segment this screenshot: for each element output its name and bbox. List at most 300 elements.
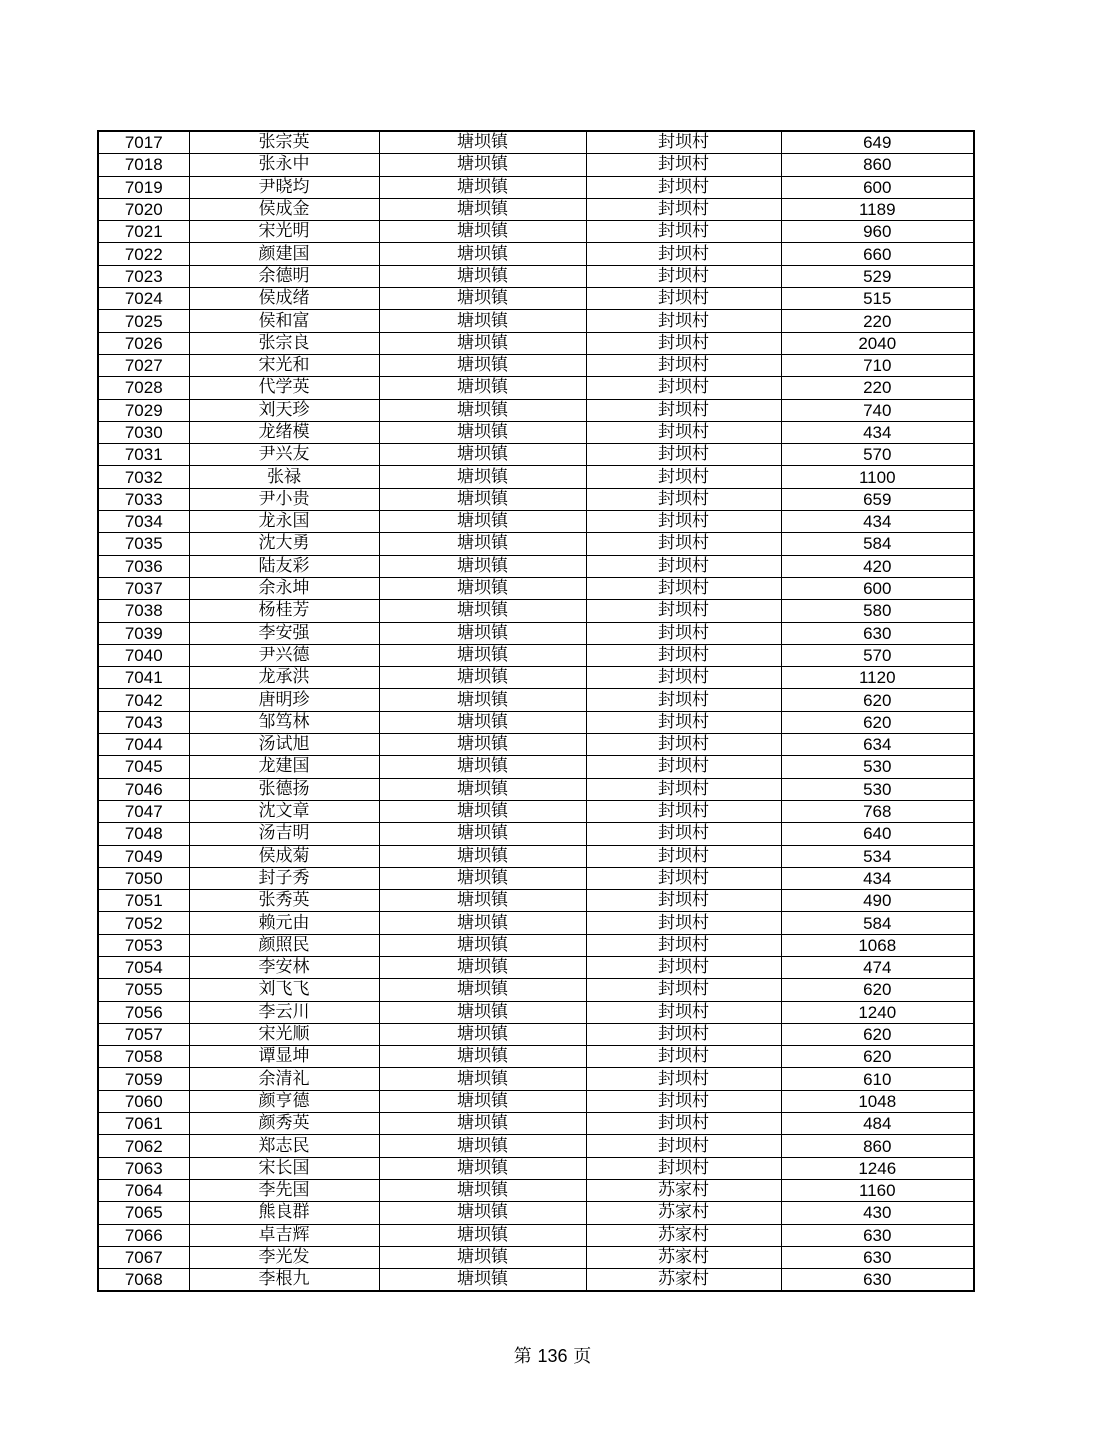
amount-cell: 600 [781,176,974,198]
table-row [98,1135,974,1157]
table-row [98,644,974,666]
table-row [98,198,974,220]
amount-cell: 220 [781,377,974,399]
row-number-cell: 7052 [98,912,189,934]
village-cell: 封坝村 [586,176,781,198]
person-name-cell: 沈大勇 [189,533,379,555]
amount-cell: 860 [781,154,974,176]
person-name-cell: 宋长国 [189,1157,379,1179]
row-number-cell: 7061 [98,1113,189,1135]
village-cell: 封坝村 [586,444,781,466]
amount-cell: 630 [781,1269,974,1292]
amount-cell: 1100 [781,466,974,488]
amount-cell: 660 [781,243,974,265]
table-row [98,444,974,466]
town-cell: 塘坝镇 [379,845,586,867]
person-name-cell: 龙永国 [189,511,379,533]
person-name-cell: 宋光顺 [189,1023,379,1045]
amount-cell: 2040 [781,332,974,354]
town-cell: 塘坝镇 [379,1202,586,1224]
row-number-cell: 7037 [98,577,189,599]
amount-cell: 630 [781,1224,974,1246]
village-cell: 封坝村 [586,1135,781,1157]
table-row [98,1090,974,1112]
table-row [98,466,974,488]
town-cell: 塘坝镇 [379,622,586,644]
person-name-cell: 沈文章 [189,800,379,822]
row-number-cell: 7062 [98,1135,189,1157]
table-row [98,577,974,599]
row-number-cell: 7026 [98,332,189,354]
row-number-cell: 7051 [98,890,189,912]
row-number-cell: 7054 [98,956,189,978]
row-number-cell: 7038 [98,600,189,622]
town-cell: 塘坝镇 [379,912,586,934]
person-name-cell: 余德明 [189,265,379,287]
amount-cell: 515 [781,288,974,310]
person-name-cell: 颜照民 [189,934,379,956]
amount-cell: 474 [781,956,974,978]
village-cell: 苏家村 [586,1269,781,1292]
amount-cell: 434 [781,421,974,443]
row-number-cell: 7018 [98,154,189,176]
table-row [98,131,974,154]
row-number-cell: 7021 [98,221,189,243]
village-cell: 苏家村 [586,1179,781,1201]
table-row [98,1046,974,1068]
village-cell: 封坝村 [586,198,781,220]
amount-cell: 580 [781,600,974,622]
person-name-cell: 张永中 [189,154,379,176]
table-row [98,1068,974,1090]
town-cell: 塘坝镇 [379,1068,586,1090]
town-cell: 塘坝镇 [379,354,586,376]
village-cell: 封坝村 [586,689,781,711]
village-cell: 封坝村 [586,622,781,644]
town-cell: 塘坝镇 [379,667,586,689]
village-cell: 封坝村 [586,734,781,756]
village-cell: 封坝村 [586,1001,781,1023]
village-cell: 封坝村 [586,644,781,666]
row-number-cell: 7044 [98,734,189,756]
town-cell: 塘坝镇 [379,956,586,978]
village-cell: 封坝村 [586,288,781,310]
table-row [98,555,974,577]
village-cell: 封坝村 [586,488,781,510]
amount-cell: 740 [781,399,974,421]
person-name-cell: 熊良群 [189,1202,379,1224]
person-name-cell: 张秀英 [189,890,379,912]
person-name-cell: 李根九 [189,1269,379,1292]
row-number-cell: 7020 [98,198,189,220]
row-number-cell: 7023 [98,265,189,287]
row-number-cell: 7059 [98,1068,189,1090]
row-number-cell: 7063 [98,1157,189,1179]
town-cell: 塘坝镇 [379,1269,586,1292]
person-name-cell: 代学英 [189,377,379,399]
town-cell: 塘坝镇 [379,1157,586,1179]
table-row [98,154,974,176]
village-cell: 封坝村 [586,890,781,912]
town-cell: 塘坝镇 [379,310,586,332]
town-cell: 塘坝镇 [379,778,586,800]
village-cell: 封坝村 [586,778,781,800]
amount-cell: 630 [781,1246,974,1268]
page-footer [0,1342,1105,1368]
village-cell: 封坝村 [586,221,781,243]
row-number-cell: 7048 [98,823,189,845]
table-row [98,377,974,399]
person-name-cell: 侯和富 [189,310,379,332]
row-number-cell: 7068 [98,1269,189,1292]
town-cell: 塘坝镇 [379,756,586,778]
village-cell: 封坝村 [586,131,781,154]
town-cell: 塘坝镇 [379,511,586,533]
person-name-cell: 龙建国 [189,756,379,778]
row-number-cell: 7058 [98,1046,189,1068]
row-number-cell: 7056 [98,1001,189,1023]
row-number-cell: 7050 [98,867,189,889]
village-cell: 苏家村 [586,1202,781,1224]
person-name-cell: 龙承洪 [189,667,379,689]
row-number-cell: 7066 [98,1224,189,1246]
village-cell: 封坝村 [586,265,781,287]
amount-cell: 220 [781,310,974,332]
town-cell: 塘坝镇 [379,444,586,466]
table-row [98,265,974,287]
amount-cell: 620 [781,689,974,711]
person-name-cell: 宋光和 [189,354,379,376]
table-row [98,310,974,332]
row-number-cell: 7057 [98,1023,189,1045]
person-name-cell: 颜亨德 [189,1090,379,1112]
row-number-cell: 7034 [98,511,189,533]
town-cell: 塘坝镇 [379,689,586,711]
table-row [98,1224,974,1246]
table-row [98,1269,974,1292]
person-name-cell: 邹笃林 [189,711,379,733]
person-name-cell: 李光发 [189,1246,379,1268]
town-cell: 塘坝镇 [379,1046,586,1068]
table-row [98,845,974,867]
town-cell: 塘坝镇 [379,644,586,666]
town-cell: 塘坝镇 [379,711,586,733]
amount-cell: 620 [781,1046,974,1068]
town-cell: 塘坝镇 [379,399,586,421]
village-cell: 封坝村 [586,1090,781,1112]
person-name-cell: 张宗英 [189,131,379,154]
village-cell: 封坝村 [586,1068,781,1090]
amount-cell: 420 [781,555,974,577]
town-cell: 塘坝镇 [379,377,586,399]
person-name-cell: 侯成金 [189,198,379,220]
row-number-cell: 7032 [98,466,189,488]
table-row [98,912,974,934]
village-cell: 封坝村 [586,1113,781,1135]
amount-cell: 570 [781,644,974,666]
amount-cell: 490 [781,890,974,912]
amount-cell: 570 [781,444,974,466]
amount-cell: 630 [781,622,974,644]
amount-cell: 1160 [781,1179,974,1201]
table-row [98,934,974,956]
amount-cell: 430 [781,1202,974,1224]
village-cell: 封坝村 [586,377,781,399]
town-cell: 塘坝镇 [379,577,586,599]
table-row [98,1001,974,1023]
village-cell: 封坝村 [586,956,781,978]
town-cell: 塘坝镇 [379,466,586,488]
table-row [98,756,974,778]
row-number-cell: 7039 [98,622,189,644]
amount-cell: 768 [781,800,974,822]
row-number-cell: 7053 [98,934,189,956]
row-number-cell: 7043 [98,711,189,733]
row-number-cell: 7040 [98,644,189,666]
row-number-cell: 7042 [98,689,189,711]
amount-cell: 600 [781,577,974,599]
person-name-cell: 刘天珍 [189,399,379,421]
person-name-cell: 颜秀英 [189,1113,379,1135]
amount-cell: 1068 [781,934,974,956]
person-name-cell: 李先国 [189,1179,379,1201]
table-row [98,890,974,912]
table-row [98,711,974,733]
town-cell: 塘坝镇 [379,1001,586,1023]
table-row [98,399,974,421]
table-row [98,979,974,1001]
village-cell: 封坝村 [586,756,781,778]
table-row [98,956,974,978]
person-name-cell: 封子秀 [189,867,379,889]
village-cell: 苏家村 [586,1224,781,1246]
village-cell: 封坝村 [586,577,781,599]
person-name-cell: 龙绪模 [189,421,379,443]
village-cell: 封坝村 [586,800,781,822]
town-cell: 塘坝镇 [379,488,586,510]
town-cell: 塘坝镇 [379,1135,586,1157]
amount-cell: 610 [781,1068,974,1090]
person-name-cell: 杨桂芳 [189,600,379,622]
amount-cell: 584 [781,912,974,934]
table-row [98,1202,974,1224]
town-cell: 塘坝镇 [379,1113,586,1135]
village-cell: 封坝村 [586,399,781,421]
table-row [98,511,974,533]
village-cell: 封坝村 [586,912,781,934]
town-cell: 塘坝镇 [379,176,586,198]
amount-cell: 484 [781,1113,974,1135]
amount-cell: 434 [781,511,974,533]
person-name-cell: 汤试旭 [189,734,379,756]
person-name-cell: 郑志民 [189,1135,379,1157]
town-cell: 塘坝镇 [379,823,586,845]
table-row [98,689,974,711]
table-row [98,176,974,198]
amount-cell: 659 [781,488,974,510]
town-cell: 塘坝镇 [379,221,586,243]
row-number-cell: 7046 [98,778,189,800]
amount-cell: 860 [781,1135,974,1157]
village-cell: 封坝村 [586,555,781,577]
person-name-cell: 谭显坤 [189,1046,379,1068]
table-row [98,1157,974,1179]
village-cell: 封坝村 [586,354,781,376]
town-cell: 塘坝镇 [379,1246,586,1268]
row-number-cell: 7024 [98,288,189,310]
village-cell: 封坝村 [586,1157,781,1179]
person-name-cell: 李安林 [189,956,379,978]
town-cell: 塘坝镇 [379,243,586,265]
town-cell: 塘坝镇 [379,154,586,176]
amount-cell: 1120 [781,667,974,689]
village-cell: 封坝村 [586,1023,781,1045]
person-name-cell: 李安强 [189,622,379,644]
person-name-cell: 刘飞飞 [189,979,379,1001]
row-number-cell: 7022 [98,243,189,265]
town-cell: 塘坝镇 [379,421,586,443]
person-name-cell: 汤吉明 [189,823,379,845]
village-cell: 封坝村 [586,332,781,354]
village-cell: 封坝村 [586,667,781,689]
table-row [98,1246,974,1268]
row-number-cell: 7060 [98,1090,189,1112]
row-number-cell: 7036 [98,555,189,577]
town-cell: 塘坝镇 [379,979,586,1001]
row-number-cell: 7033 [98,488,189,510]
village-cell: 封坝村 [586,243,781,265]
table-row [98,800,974,822]
village-cell: 封坝村 [586,845,781,867]
person-name-cell: 侯成绪 [189,288,379,310]
amount-cell: 710 [781,354,974,376]
amount-cell: 634 [781,734,974,756]
amount-cell: 584 [781,533,974,555]
person-name-cell: 张禄 [189,466,379,488]
person-name-cell: 张宗良 [189,332,379,354]
person-name-cell: 宋光明 [189,221,379,243]
amount-cell: 530 [781,778,974,800]
row-number-cell: 7019 [98,176,189,198]
town-cell: 塘坝镇 [379,600,586,622]
town-cell: 塘坝镇 [379,890,586,912]
town-cell: 塘坝镇 [379,1090,586,1112]
amount-cell: 1189 [781,198,974,220]
row-number-cell: 7029 [98,399,189,421]
page-label-suffix: 页 [573,1346,592,1367]
village-cell: 封坝村 [586,511,781,533]
roster-table [97,130,975,1292]
row-number-cell: 7065 [98,1202,189,1224]
town-cell: 塘坝镇 [379,800,586,822]
person-name-cell: 李云川 [189,1001,379,1023]
person-name-cell: 余清礼 [189,1068,379,1090]
table-row [98,1023,974,1045]
page-number: 136 [537,1346,568,1366]
town-cell: 塘坝镇 [379,131,586,154]
amount-cell: 434 [781,867,974,889]
town-cell: 塘坝镇 [379,198,586,220]
town-cell: 塘坝镇 [379,867,586,889]
table-row [98,221,974,243]
row-number-cell: 7041 [98,667,189,689]
row-number-cell: 7017 [98,131,189,154]
person-name-cell: 颜建国 [189,243,379,265]
person-name-cell: 侯成菊 [189,845,379,867]
town-cell: 塘坝镇 [379,288,586,310]
village-cell: 封坝村 [586,310,781,332]
row-number-cell: 7025 [98,310,189,332]
table-row [98,421,974,443]
person-name-cell: 尹兴友 [189,444,379,466]
village-cell: 封坝村 [586,823,781,845]
row-number-cell: 7047 [98,800,189,822]
table-row [98,288,974,310]
village-cell: 封坝村 [586,867,781,889]
row-number-cell: 7027 [98,354,189,376]
town-cell: 塘坝镇 [379,265,586,287]
town-cell: 塘坝镇 [379,1023,586,1045]
row-number-cell: 7064 [98,1179,189,1201]
town-cell: 塘坝镇 [379,734,586,756]
village-cell: 封坝村 [586,533,781,555]
table-row [98,734,974,756]
amount-cell: 960 [781,221,974,243]
village-cell: 封坝村 [586,934,781,956]
person-name-cell: 张德扬 [189,778,379,800]
table-row [98,600,974,622]
table-row [98,1179,974,1201]
person-name-cell: 唐明珍 [189,689,379,711]
table-row [98,867,974,889]
table-row [98,778,974,800]
amount-cell: 620 [781,711,974,733]
village-cell: 苏家村 [586,1246,781,1268]
table-row [98,332,974,354]
town-cell: 塘坝镇 [379,1224,586,1246]
table-row [98,354,974,376]
amount-cell: 1240 [781,1001,974,1023]
table-row [98,243,974,265]
person-name-cell: 尹晓均 [189,176,379,198]
amount-cell: 1048 [781,1090,974,1112]
person-name-cell: 尹兴德 [189,644,379,666]
town-cell: 塘坝镇 [379,555,586,577]
town-cell: 塘坝镇 [379,1179,586,1201]
person-name-cell: 尹小贵 [189,488,379,510]
person-name-cell: 赖元由 [189,912,379,934]
amount-cell: 530 [781,756,974,778]
town-cell: 塘坝镇 [379,533,586,555]
table-row [98,1113,974,1135]
table-row [98,488,974,510]
village-cell: 封坝村 [586,1046,781,1068]
person-name-cell: 卓吉辉 [189,1224,379,1246]
village-cell: 封坝村 [586,711,781,733]
person-name-cell: 陆友彩 [189,555,379,577]
town-cell: 塘坝镇 [379,934,586,956]
row-number-cell: 7031 [98,444,189,466]
row-number-cell: 7045 [98,756,189,778]
person-name-cell: 余永坤 [189,577,379,599]
amount-cell: 640 [781,823,974,845]
amount-cell: 529 [781,265,974,287]
table-row [98,667,974,689]
town-cell: 塘坝镇 [379,332,586,354]
village-cell: 封坝村 [586,979,781,1001]
table-row [98,622,974,644]
amount-cell: 620 [781,1023,974,1045]
